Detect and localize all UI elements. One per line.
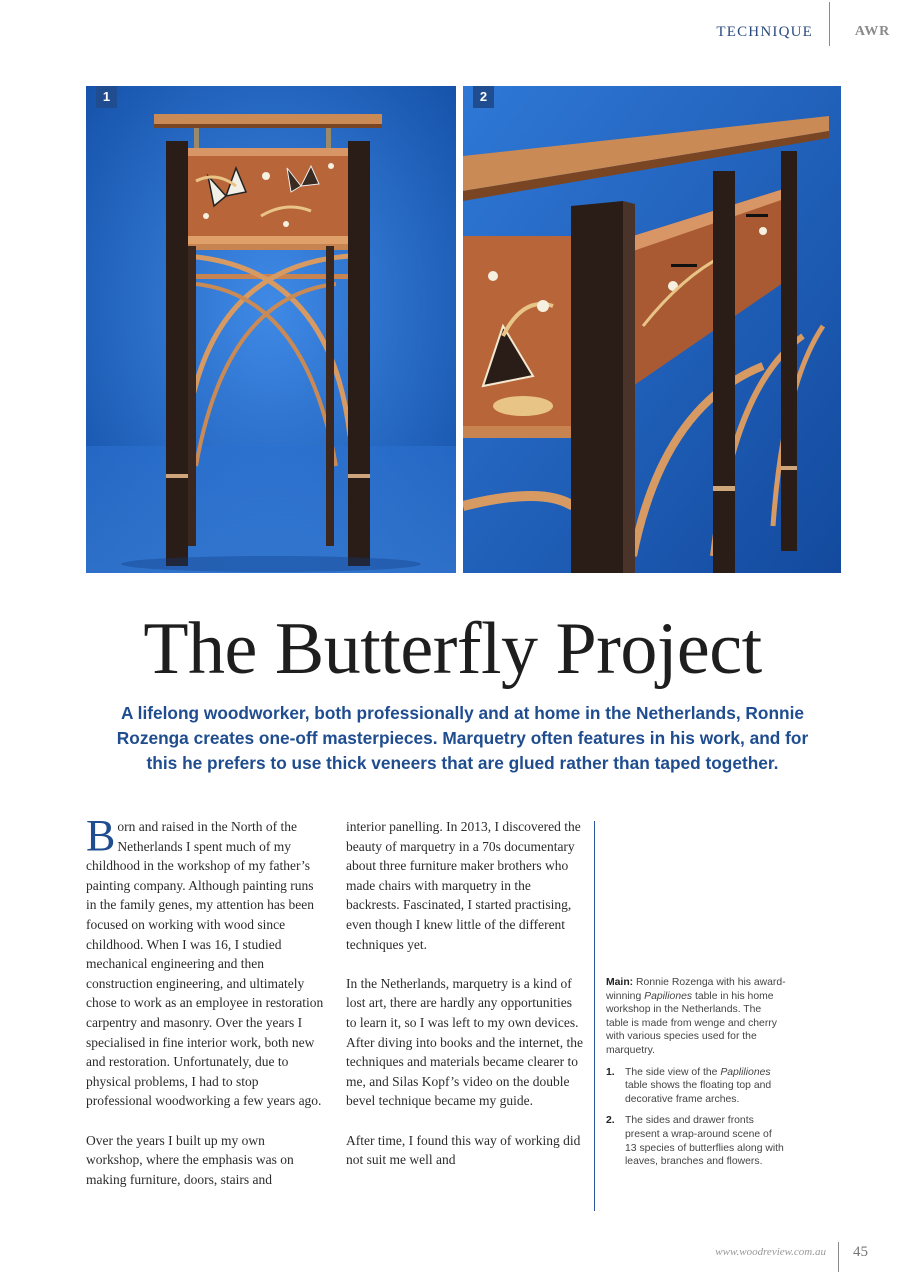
- body-column-1: [86, 811, 324, 1189]
- footer-url[interactable]: www.woodreview.com.au: [715, 1246, 826, 1258]
- caption-text: table shows the floating top and decorative frame arches.: [625, 1080, 772, 1105]
- caption-number: 1.: [606, 1066, 615, 1078]
- body-paragraph: In the Netherlands, marquetry is a kind of lost art, there are hardly any opportunities to learn it, so I was left to my own devices. After diving into books and the internet, the techniques and materials became clearer to me, and Silas Kopf’s video on the double bevel technique became my guide.: [346, 975, 583, 1109]
- column-divider: [594, 821, 595, 1211]
- body-paragraph: [86, 811, 324, 1111]
- drop-cap: B: [86, 811, 116, 860]
- header-divider: [829, 2, 830, 46]
- body-column-2: [346, 817, 584, 1170]
- photo-side-view: [86, 86, 456, 573]
- body-paragraph: Over the years I built up my own workshop, where the emphasis was on making furniture, doors, stairs and: [86, 1132, 294, 1187]
- section-header: [700, 24, 890, 44]
- paragraph-text: orn and raised in the North of the Netherlands I spent much of my childhood in the workshop of my father’s painting company. Although painting runs in the family genes, my attention has been focused on working with wood since childhood. When I was 16, I studied mechanical engineering and then construction engineering, and ultimately chose to work as an employee in restoration carpentry and masonry. Over the years I specialised in fine interior work, both new and restoration. Unfortunately, due to physical problems, I had to stop professional woodworking a few years ago.: [86, 819, 324, 1109]
- caption-text: The sides and drawer fronts present a wrap-around scene of 13 species of butterflies along with leaves, branches and flowers.: [625, 1115, 784, 1168]
- body-paragraph: After time, I found this way of working did not suit me well and: [346, 1132, 581, 1168]
- caption-text: The side view of the: [625, 1066, 718, 1078]
- caption-text: Ronnie Rozenga with his award-winning: [606, 977, 786, 1002]
- photo-number-badge: 1: [96, 86, 117, 108]
- caption-main: [606, 976, 786, 1058]
- article-standfirst: A lifelong woodworker, both professionally and at home in the Netherlands, Ronnie Rozenga creates one-off masterpieces. Marquetry often features in his work, and for this he prefers to use thick veneers that are glued rather than taped together.: [116, 703, 809, 773]
- footer-divider: [838, 1242, 839, 1272]
- body-paragraph: interior panelling. In 2013, I discovered the beauty of marquetry in a 70s documentary about three furniture maker brothers who made chairs with marquetry in the backrests. Fascinated, I started practising, even though I knew little of the different techniques yet.: [346, 819, 581, 952]
- caption-italic: Papliliones: [720, 1066, 771, 1078]
- page-number: 45: [853, 1244, 868, 1260]
- page-footer: [600, 1244, 890, 1268]
- caption-number: 2.: [606, 1115, 615, 1127]
- photo-captions: [606, 976, 786, 1177]
- section-label: TECHNIQUE: [716, 24, 813, 40]
- caption-text: table in his home workshop in the Netherlands. The table is made from wenge and cherry with various species used for the marquetry.: [606, 990, 777, 1056]
- caption-2: [606, 1114, 786, 1168]
- magazine-label: AWR: [854, 24, 890, 39]
- caption-1: [606, 1066, 786, 1107]
- article-title: The Butterfly Project: [143, 608, 762, 690]
- photo-number-badge: 2: [473, 86, 494, 108]
- side-table-illustration: [86, 86, 456, 573]
- caption-label: Main:: [606, 977, 634, 988]
- photo-drawer-detail: [463, 86, 841, 573]
- table-detail-illustration: [463, 86, 841, 573]
- caption-italic: Papiliones: [644, 990, 693, 1002]
